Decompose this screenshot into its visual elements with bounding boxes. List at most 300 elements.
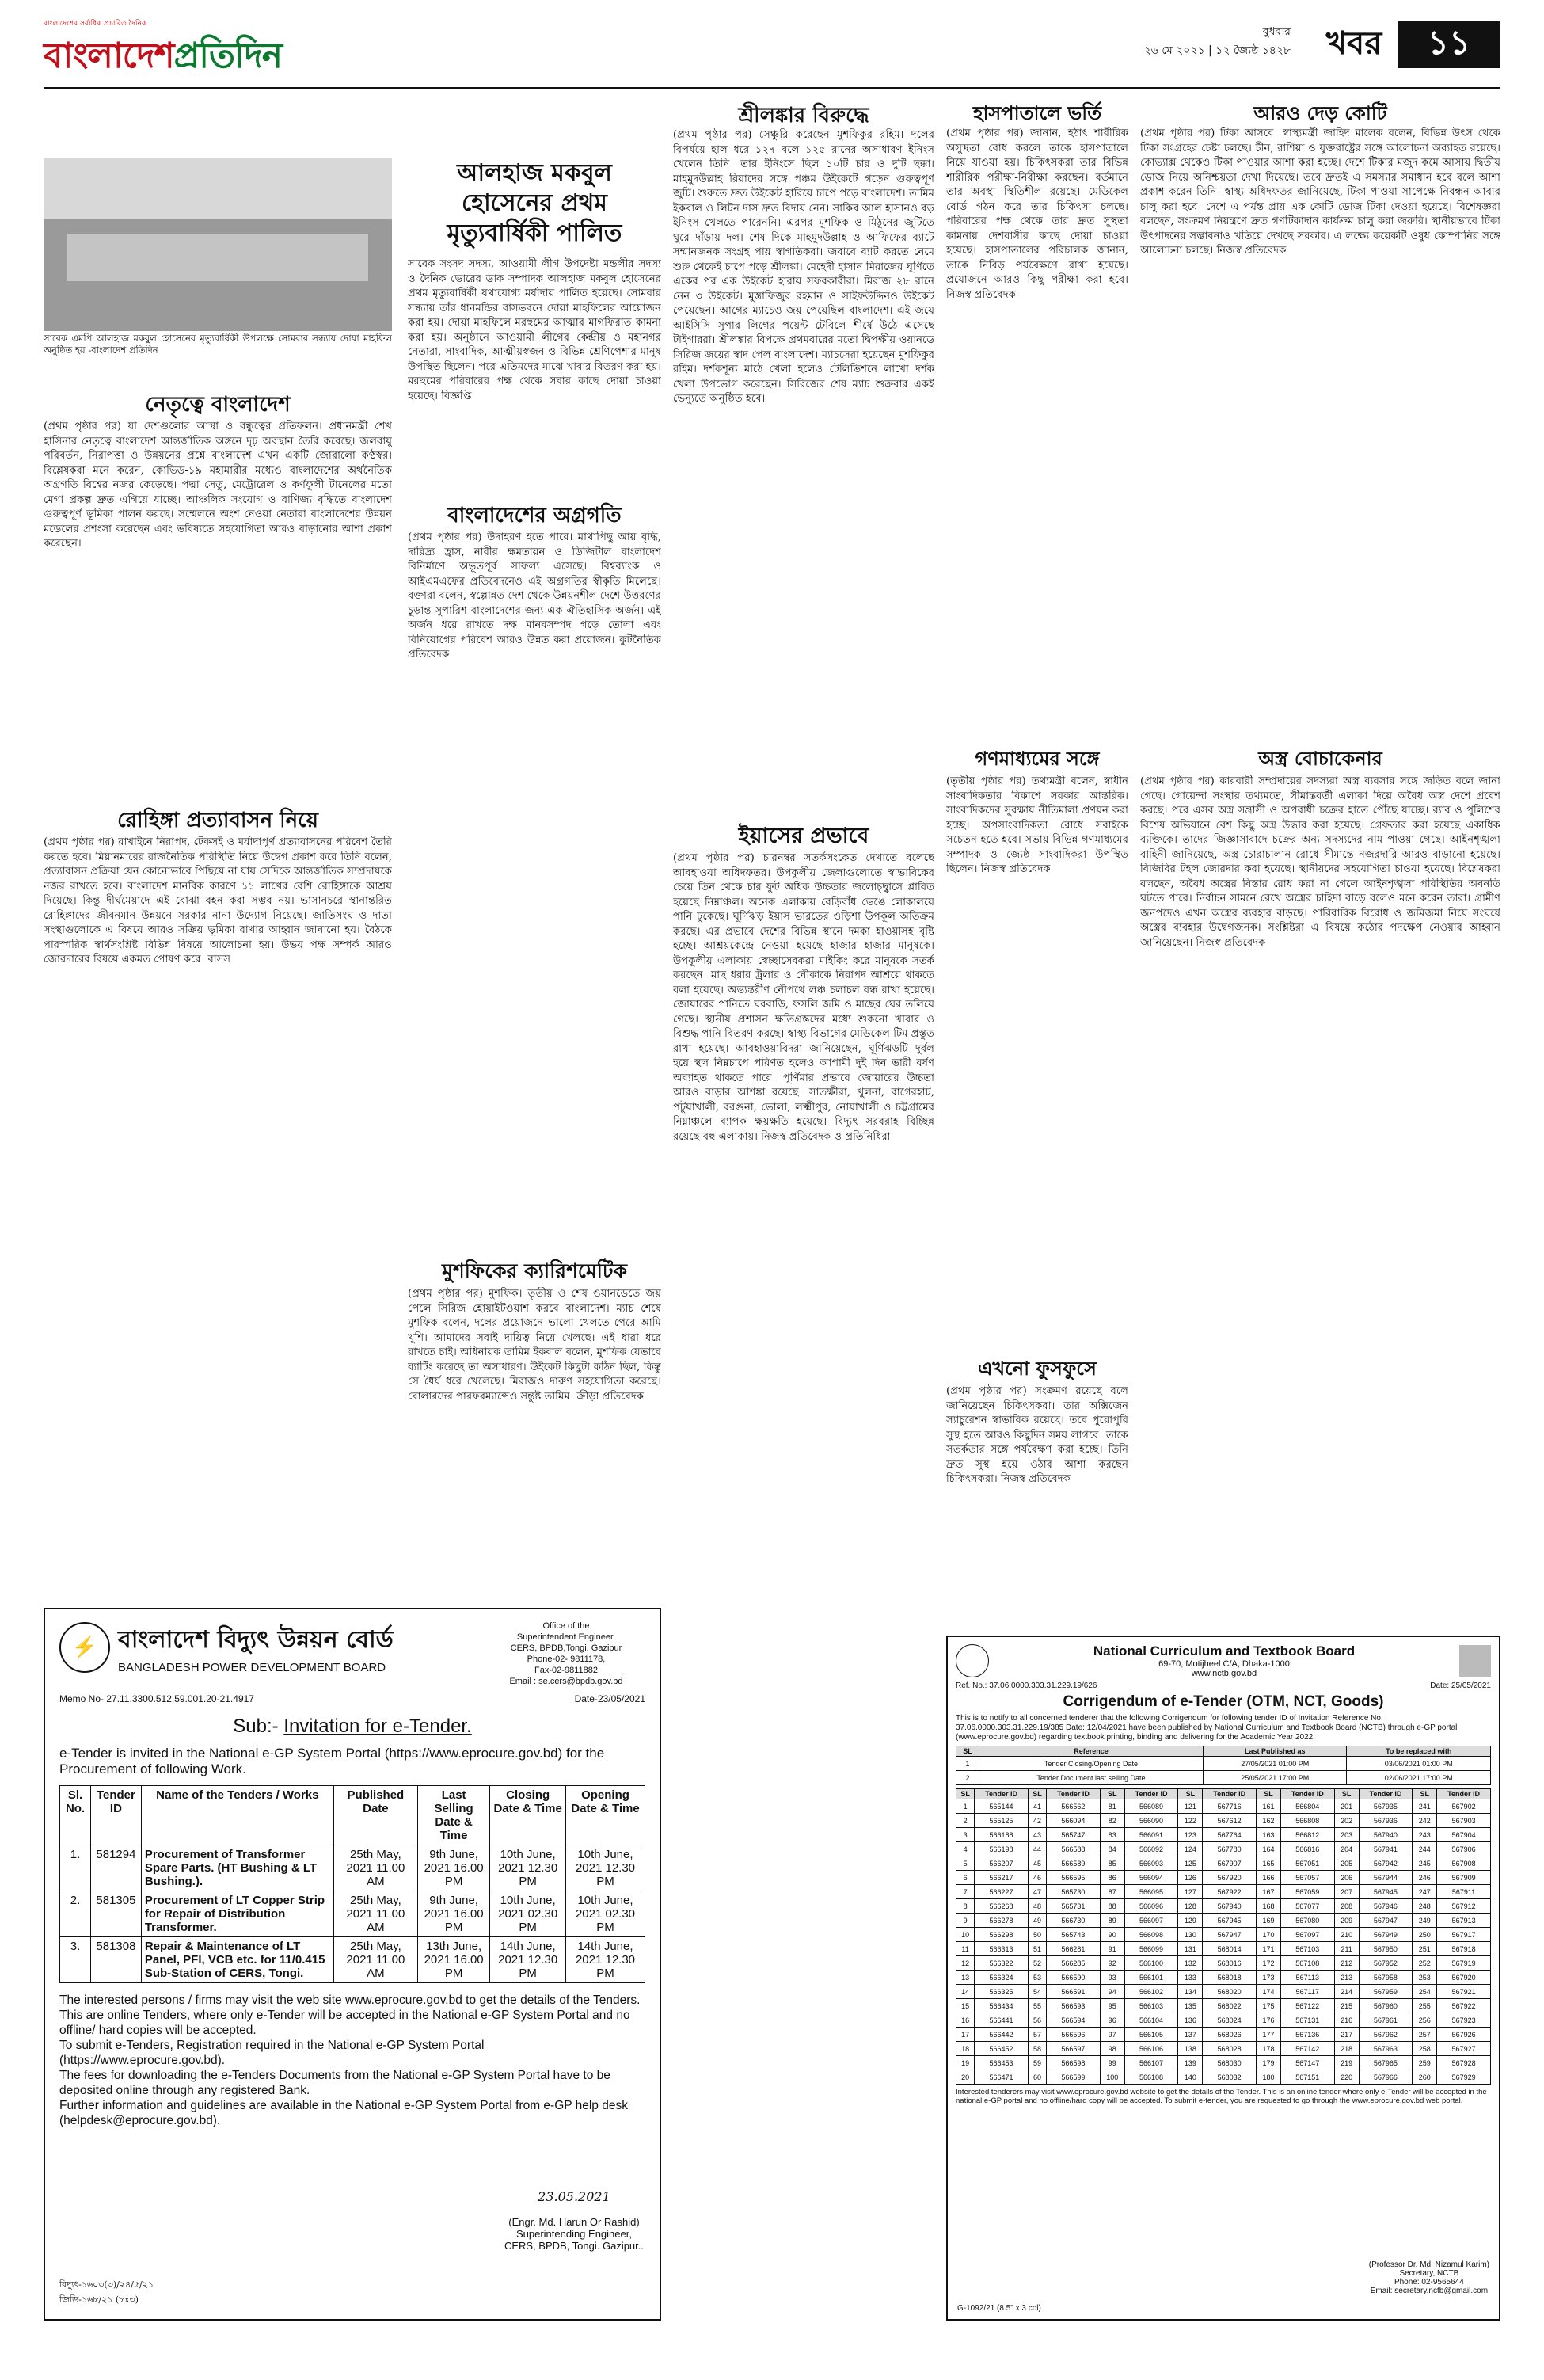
table-cell: 127 <box>1178 1885 1203 1899</box>
table-cell: 136 <box>1178 2013 1203 2028</box>
bpdb-note: The interested persons / firms may visit the web site www.eprocure.gov.bd to get the details of the Tenders. <box>59 1993 641 2007</box>
dateline-date: ২৬ মে ২০২১ | ১২ জ্যৈষ্ঠ ১৪২৮ <box>1143 44 1291 57</box>
table-cell: 566095 <box>1124 1885 1178 1899</box>
table-cell: 58 <box>1028 2042 1046 2056</box>
table-cell: 52 <box>1028 1956 1046 1971</box>
leadership-body: (প্রথম পৃষ্ঠার পর) যা দেশগুলোর আস্থা ও বন্ধুত্বের প্রতিফলন। প্রধানমন্ত্রী শেখ হাসিনার নেতৃত্বে বাংলাদেশ আন্তর্জাতিক অঙ্গনে দৃঢ় অবস্থান তৈরি করেছে। জলবায়ু পরিবর্তন, নিরাপত্তা ও উন্নয়নের প্রশ্নে বাংলাদেশ এখন একটি জোরালো কণ্ঠস্বর। বিশ্লেষকরা মনে করেন, কোভিড-১৯ মহামারীর মধ্যেও বাংলাদেশের অর্থনৈতিক অগ্রগতি বিশ্বের নজর কেড়েছে। পদ্মা সেতু, মেট্রোরেল ও কর্ণফুলী টানেলের মতো মেগা প্রকল্প দ্রুত এগিয়ে যাচ্ছে। আঞ্চলিক সংযোগ ও বাণিজ্য বৃদ্ধিতে বাংলাদেশ গুরুত্বপূর্ণ ভূমিকা পালন করছে। সম্মেলনে অংশ নেওয়া নেতারা বাংলাদেশের উন্নয়ন মডেলের প্রশংসা করেছেন এবং ভবিষ্যতে সহযোগিতা আরও বাড়ানোর আশা প্রকাশ করেছেন। <box>44 421 392 550</box>
table-cell: 567113 <box>1280 1971 1334 1985</box>
table-cell: 246 <box>1413 1871 1437 1885</box>
table-cell: 175 <box>1257 1999 1281 2013</box>
table-row <box>956 1899 1491 1914</box>
table-cell: 172 <box>1257 1956 1281 1971</box>
table-row <box>956 1856 1491 1871</box>
table-row <box>956 1956 1491 1971</box>
table-cell: 566812 <box>1280 1828 1334 1842</box>
table-cell: 567142 <box>1280 2042 1334 2056</box>
table-cell: 566598 <box>1047 2056 1101 2070</box>
table-cell: 566097 <box>1124 1914 1178 1928</box>
table-cell: 90 <box>1100 1928 1124 1942</box>
table-row <box>956 1814 1491 1828</box>
table-cell: 567108 <box>1280 1956 1334 1971</box>
table-cell: 567921 <box>1437 1985 1491 1999</box>
table-cell: 567908 <box>1437 1856 1491 1871</box>
hospital-headline: হাসপাতালে ভর্তি <box>972 102 1102 124</box>
nctb-grid-header: Tender ID <box>975 1789 1029 1799</box>
table-cell: 178 <box>1257 2042 1281 2056</box>
table-cell: 567935 <box>1359 1799 1413 1814</box>
table-cell: 566105 <box>1124 2028 1178 2042</box>
nctb-grid-header: Tender ID <box>1203 1789 1257 1799</box>
crore-headline: আরও দেড় কোটি <box>1253 102 1387 124</box>
masthead-tagline: বাংলাদেশের সর্বাধিক প্রচারিত দৈনিক <box>44 20 147 28</box>
crore-body: (প্রথম পৃষ্ঠার পর) টিকা আসবে। স্বাস্থ্যমন্ত্রী জাহিদ মালেক বলেন, বিভিন্ন উৎস থেকে টিকা সংগ্রহের চেষ্টা চলছে। চীন, রাশিয়া ও যুক্তরাষ্ট্রের সঙ্গে আলোচনা অব্যাহত রয়েছে। কোভ্যাক্স থেকেও টিকা পাওয়ার আশা করা হচ্ছে। দেশে টিকার মজুদ কমে আসায় দ্বিতীয় ডোজ নিয়ে অনিশ্চয়তা দেখা দিয়েছে। তবে দ্রুতই এ সমস্যার সমাধান হবে বলে আশা প্রকাশ করেন তিনি। স্বাস্থ্য অধিদফতর জানিয়েছে, টিকা পাওয়া সাপেক্ষে নিবন্ধন আবার চালু করা হবে। দেশে এ পর্যন্ত প্রায় এক কোটি ডোজ টিকা দেওয়া হয়েছে। বিশেষজ্ঞরা বলছেন, সংক্রমণ নিয়ন্ত্রণে দ্রুত গণটিকাদান কার্যক্রম চালু করা জরুরি। স্থানীয়ভাবে টিকা উৎপাদনের সম্ভাবনাও খতিয়ে দেখছে সরকার। এ লক্ষ্যে কয়েকটি ওষুধ কোম্পানির সঙ্গে আলোচনা চলছে। নিজস্ব প্রতিবেদক <box>1140 128 1500 257</box>
table-cell: 567962 <box>1359 2028 1413 2042</box>
table-cell: Repair & Maintenance of LT Panel, PFI, VCB etc. for 11/0.415 Sub-Station of CERS, Tongi. <box>141 1937 333 1983</box>
table-cell: 566106 <box>1124 2042 1178 2056</box>
table-cell: 10th June, 2021 12.30 PM <box>565 1845 645 1891</box>
table-cell: 566452 <box>975 2042 1029 2056</box>
table-cell: 243 <box>1413 1828 1437 1842</box>
table-cell: 121 <box>1178 1799 1203 1814</box>
table-cell: 206 <box>1334 1871 1359 1885</box>
table-cell: 567131 <box>1280 2013 1334 2028</box>
table-cell: 566101 <box>1124 1971 1178 1985</box>
table-cell: 174 <box>1257 1985 1281 1999</box>
table-cell: 49 <box>1028 1914 1046 1928</box>
table-cell: 163 <box>1257 1828 1281 1842</box>
table-cell: 567918 <box>1437 1942 1491 1956</box>
table-cell: 212 <box>1334 1956 1359 1971</box>
table-cell: 581308 <box>91 1937 142 1983</box>
table-cell: 124 <box>1178 1842 1203 1856</box>
nctb-grid-header: SL <box>1334 1789 1359 1799</box>
table-cell: 53 <box>1028 1971 1046 1985</box>
bpdb-table-header: Tender ID <box>91 1786 142 1845</box>
table-cell: 128 <box>1178 1899 1203 1914</box>
table-cell: 567917 <box>1437 1928 1491 1942</box>
table-cell: 94 <box>1100 1985 1124 1999</box>
table-cell: 567965 <box>1359 2056 1413 2070</box>
table-cell: 567947 <box>1359 1914 1413 1928</box>
table-cell: 567928 <box>1437 2056 1491 2070</box>
table-cell: 55 <box>1028 1999 1046 2013</box>
nctb-signer: (Professor Dr. Md. Nizamul Karim) Secretary, NCTB Phone: 02-9565644 Email: secretary.nctb@gmail.com <box>1368 2260 1489 2295</box>
news-photo <box>44 158 392 331</box>
table-cell: 567945 <box>1203 1914 1257 1928</box>
masthead-rule <box>44 87 1500 89</box>
table-cell: 566093 <box>1124 1856 1178 1871</box>
table-cell: 4 <box>956 1842 975 1856</box>
table-cell: 567960 <box>1359 1999 1413 2013</box>
table-cell: 10th June, 2021 02.30 PM <box>490 1891 566 1937</box>
table-cell: 42 <box>1028 1814 1046 1828</box>
table-cell: 165 <box>1257 1856 1281 1871</box>
nctb-ref-header: SL <box>956 1746 979 1757</box>
table-cell: 258 <box>1413 2042 1437 2056</box>
table-cell: 248 <box>1413 1899 1437 1914</box>
table-cell: 201 <box>1334 1799 1359 1814</box>
table-row <box>956 1871 1491 1885</box>
nctb-grid-header: Tender ID <box>1359 1789 1413 1799</box>
table-cell: 566298 <box>975 1928 1029 1942</box>
table-row <box>956 2013 1491 2028</box>
table-cell: 180 <box>1257 2070 1281 2085</box>
table-cell: 568018 <box>1203 1971 1257 1985</box>
table-cell: 565747 <box>1047 1828 1101 1842</box>
table-cell: 566100 <box>1124 1956 1178 1971</box>
table-cell: 91 <box>1100 1942 1124 1956</box>
bpdb-signature: 23.05.2021 <box>538 2189 610 2204</box>
table-cell: 126 <box>1178 1871 1203 1885</box>
table-cell: 568026 <box>1203 2028 1257 2042</box>
table-cell: 215 <box>1334 1999 1359 2013</box>
bpdb-note: To submit e-Tenders, Registration required in the National e-GP System Portal (https://www.eprocure.gov.bd). <box>59 2039 485 2067</box>
table-cell: 567922 <box>1203 1885 1257 1899</box>
table-cell: 213 <box>1334 1971 1359 1985</box>
table-cell: 567909 <box>1437 1871 1491 1885</box>
table-cell: 566324 <box>975 1971 1029 1985</box>
nctb-grid-header: SL <box>1413 1789 1437 1799</box>
yaas-headline: ইয়াসের প্রভাবে <box>738 824 869 848</box>
table-cell: 20 <box>956 2070 975 2085</box>
bpdb-table-header: Last Selling Date & Time <box>417 1786 489 1845</box>
table-cell: 9th June, 2021 16.00 PM <box>417 1845 489 1891</box>
table-row <box>956 1942 1491 1956</box>
table-row <box>956 1771 1491 1785</box>
table-cell: 25th May, 2021 11.00 AM <box>333 1845 417 1891</box>
nctb-ref-header: Reference <box>979 1746 1203 1757</box>
table-cell: 14 <box>956 1985 975 1999</box>
nctb-grid-header: Tender ID <box>1047 1789 1101 1799</box>
table-cell: 170 <box>1257 1928 1281 1942</box>
table-cell: 567922 <box>1437 1999 1491 2013</box>
bpdb-note: Further information and guidelines are available in the National e-GP System Portal from e-GP help desk (helpdesk@eprocure.gov.bd). <box>59 2099 628 2127</box>
portrait-image <box>1459 1645 1491 1677</box>
table-cell: 122 <box>1178 1814 1203 1828</box>
table-row <box>956 1885 1491 1899</box>
table-cell: 566107 <box>1124 2056 1178 2070</box>
table-row <box>956 1828 1491 1842</box>
table-cell: 567077 <box>1280 1899 1334 1914</box>
table-cell: 567911 <box>1437 1885 1491 1899</box>
nctb-grid-header: SL <box>1028 1789 1046 1799</box>
table-cell: 9 <box>956 1914 975 1928</box>
table-cell: 567780 <box>1203 1842 1257 1856</box>
table-cell: 17 <box>956 2028 975 2042</box>
table-cell: 566281 <box>1047 1942 1101 1956</box>
hospital-body: (প্রথম পৃষ্ঠার পর) জানান, হঠাৎ শারীরিক অসুস্থতা বোধ করলে তাকে হাসপাতালে নিয়ে যাওয়া হয়। চিকিৎসকরা তার বিভিন্ন শারীরিক পরীক্ষা-নিরীক্ষা করছেন। বর্তমানে তার অবস্থা স্থিতিশীল রয়েছে। মেডিকেল বোর্ড গঠন করে তার চিকিৎসা চলছে। পরিবারের পক্ষ থেকে তার দ্রুত সুস্থতা কামনায় দেশবাসীর কাছে দোয়া চাওয়া হয়েছে। হাসপাতালের পরিচালক জানান, তাকে নিবিড় পর্যবেক্ষণে রাখা হয়েছে। প্রয়োজনে আরও কিছু পরীক্ষা করা হবে। নিজস্ব প্রতিবেদক <box>946 128 1128 301</box>
table-cell: 566590 <box>1047 1971 1101 1985</box>
table-row <box>60 1937 645 1983</box>
table-cell: 566096 <box>1124 1899 1178 1914</box>
table-cell: 566099 <box>1124 1942 1178 1956</box>
table-cell: 125 <box>1178 1856 1203 1871</box>
charismatic-body: (প্রথম পৃষ্ঠার পর) মুশফিক। তৃতীয় ও শেষ ওয়ানডেতে জয় পেলে সিরিজ হোয়াইটওয়াশ করবে বাংলাদেশ। ম্যাচ শেষে মুশফিক বলেন, দলের প্রয়োজনে ভালো খেলতে পেরে আমি খুশি। আমাদের সবাই দায়িত্ব নিয়ে খেলছে। এই ধারা ধরে রাখতে চাই। অধিনায়ক তামিম ইকবাল বলেন, মুশফিক যেভাবে ব্যাটিং করেছে তা অসাধারণ। উইকেট কিছুটা কঠিন ছিল, কিন্তু সে ধৈর্য ধরে খেলেছে। মিরাজও দারুণ সহযোগিতা করেছে। বোলারদের পারফরম্যান্সেও সন্তুষ্ট তামিম। ক্রীড়া প্রতিবেদক <box>408 1288 661 1403</box>
table-cell: 567080 <box>1280 1914 1334 1928</box>
table-cell: 566589 <box>1047 1856 1101 1871</box>
table-cell: 566090 <box>1124 1814 1178 1828</box>
photo-caption: সাবেক এমপি আলহাজ মকবুল হোসেনের মৃত্যুবার্ষিকী উপলক্ষে সোমবার সন্ধ্যায় দোয়া মাহফিল অনুষ্ঠিত হয় -বাংলাদেশ প্রতিদিন <box>44 333 392 356</box>
nctb-grid-header: Tender ID <box>1280 1789 1334 1799</box>
table-cell: 27/05/2021 01:00 PM <box>1204 1757 1347 1771</box>
table-row <box>956 1842 1491 1856</box>
bpdb-notes <box>59 1993 645 2128</box>
table-cell: 567927 <box>1437 2042 1491 2056</box>
table-cell: 567912 <box>1437 1899 1491 1914</box>
nctb-footer: G-1092/21 (8.5" x 3 col) <box>957 2304 1041 2313</box>
mokbul-headline: আলহাজ মকবুল হোসেনের প্রথম মৃত্যুবার্ষিকী পালিত <box>447 159 622 247</box>
nctb-footnote: Interested tenderers may visit www.eprocure.gov.bd website to get the details of the Tender. This is an online tender where only e-Tender will be accepted in the national e-GP portal and no offline/hard copy will be accepted. To submit e-tender, you are requested to go through the www.eprocure.gov.bd web portal. <box>956 2088 1487 2105</box>
table-cell: 568024 <box>1203 2013 1257 2028</box>
table-cell: 565144 <box>975 1799 1029 1814</box>
rohingya-headline: রোহিঙ্গা প্রত্যাবাসন নিয়ে <box>117 809 318 832</box>
table-cell: 88 <box>1100 1899 1124 1914</box>
table-cell: 169 <box>1257 1914 1281 1928</box>
table-cell: 211 <box>1334 1942 1359 1956</box>
table-cell: 566091 <box>1124 1828 1178 1842</box>
table-cell: 203 <box>1334 1828 1359 1842</box>
table-cell: 566442 <box>975 2028 1029 2042</box>
table-cell: 567936 <box>1359 1814 1413 1828</box>
table-cell: 566562 <box>1047 1799 1101 1814</box>
table-cell: Procurement of LT Copper Strip for Repair of Distribution Transformer. <box>141 1891 333 1937</box>
table-cell: 176 <box>1257 2013 1281 2028</box>
table-cell: 567117 <box>1280 1985 1334 1999</box>
rohingya-body: (প্রথম পৃষ্ঠার পর) রাখাইনে নিরাপদ, টেকসই ও মর্যাদাপূর্ণ প্রত্যাবাসনের পরিবেশ তৈরি করতে হবে। মিয়ানমারের রাজনৈতিক পরিস্থিতি নিয়ে উদ্বেগ প্রকাশ করে তিনি বলেন, প্রত্যাবাসন প্রক্রিয়া যেন কোনোভাবে পিছিয়ে না যায় সেদিকে আন্তর্জাতিক সম্প্রদায়কে নজর রাখতে হবে। বাংলাদেশ মানবিক কারণে ১১ লাখের বেশি রোহিঙ্গাকে আশ্রয় দিয়েছে। কিন্তু দীর্ঘমেয়াদে এই বোঝা বহন করা সম্ভব নয়। ভাসানচরে স্থানান্তরিত রোহিঙ্গাদের জীবনমান উন্নয়নে সরকার নানা উদ্যোগ নিয়েছে। জাতিসংঘ ও দাতা সংস্থাগুলোকে এ বিষয়ে আরও সক্রিয় ভূমিকা রাখার আহ্বান জানানো হয়। বৈঠকে পারস্পরিক স্বার্থসংশ্লিষ্ট বিভিন্ন বিষয়ে আলোচনা হয়। উভয় পক্ষ সম্পর্ক আরও জোরদারের বিষয়ে একমত পোষণ করে। বাসস <box>44 836 392 965</box>
table-cell: 566596 <box>1047 2028 1101 2042</box>
table-cell: 43 <box>1028 1828 1046 1842</box>
table-cell: 13th June, 2021 16.00 PM <box>417 1937 489 1983</box>
nctb-web: www.nctb.gov.bd <box>1191 1669 1257 1678</box>
table-cell: 218 <box>1334 2042 1359 2056</box>
table-cell: 2 <box>956 1814 975 1828</box>
table-cell: 93 <box>1100 1971 1124 1985</box>
nctb-ref-header: To be replaced with <box>1347 1746 1491 1757</box>
table-cell: 140 <box>1178 2070 1203 2085</box>
table-cell: 566094 <box>1047 1814 1101 1828</box>
table-cell: 5 <box>956 1856 975 1871</box>
media-body: (তৃতীয় পৃষ্ঠার পর) তথ্যমন্ত্রী বলেন, স্বাধীন সাংবাদিকতার বিকাশে সরকার আন্তরিক। সাংবাদিকদের সুরক্ষায় নীতিমালা প্রণয়ন করা হচ্ছে। অপসাংবাদিকতা রোধে সবাইকে সচেতন হতে হবে। সভায় বিভিন্ন গণমাধ্যমের সম্পাদক ও জ্যেষ্ঠ সাংবাদিকরা উপস্থিত ছিলেন। নিজস্ব প্রতিবেদক <box>946 775 1128 875</box>
table-cell: 566089 <box>1124 1799 1178 1814</box>
table-cell: 567051 <box>1280 1856 1334 1871</box>
table-cell: 565731 <box>1047 1899 1101 1914</box>
nctb-date: Date: 25/05/2021 <box>1430 1681 1491 1690</box>
nctb-heading: Corrigendum of e-Tender (OTM, NCT, Goods) <box>1063 1693 1384 1710</box>
table-cell: 567926 <box>1437 2028 1491 2042</box>
table-cell: 177 <box>1257 2028 1281 2042</box>
table-cell: 567949 <box>1359 1928 1413 1942</box>
arms-body: (প্রথম পৃষ্ঠার পর) কারবারী সম্প্রদায়ের সদস্যরা অস্ত্র ব্যবসার সঙ্গে জড়িত বলে জানা গেছে। গোয়েন্দা সংস্থার তথ্যমতে, সীমান্তবর্তী এলাকা দিয়ে অবৈধ অস্ত্র দেশে প্রবেশ করছে। পরে এসব অস্ত্র সন্ত্রাসী ও অপরাধী চক্রের হাতে পৌঁছে যাচ্ছে। র‍্যাব ও পুলিশের বিশেষ অভিযানে বেশ কিছু অস্ত্র উদ্ধার করা হয়েছে। গ্রেফতার করা হয়েছে একাধিক ব্যক্তিকে। তাদের জিজ্ঞাসাবাদে চক্রের অন্য সদস্যদের নাম পাওয়া গেছে। আইনশৃঙ্খলা বাহিনী জানিয়েছে, অস্ত্র চোরাচালান রোধে সীমান্তে নজরদারি আরও বাড়ানো হয়েছে। বিজিবির টহল জোরদার করা হয়েছে। স্থানীয়দের সহযোগিতা চাওয়া হয়েছে। বিশ্লেষকরা বলছেন, অবৈধ অস্ত্রের বিস্তার রোধ করা না গেলে আইনশৃঙ্খলা পরিস্থিতির অবনতি ঘটতে পারে। নির্বাচন সামনে রেখে অস্ত্রের চাহিদা বাড়ে বলেও মনে করেন তারা। গ্রামীণ জনপদেও এখন অস্ত্রের ব্যবহার বাড়ছে। পারিবারিক বিরোধ ও জমিজমা নিয়ে সংঘর্ষে অস্ত্রের ব্যবহার উদ্বেগজনক। সংশ্লিষ্টরা এ বিষয়ে কঠোর পদক্ষেপ নেওয়ার আহ্বান জানিয়েছেন। নিজস্ব প্রতিবেদক <box>1140 775 1500 949</box>
table-cell: 60 <box>1028 2070 1046 2085</box>
table-cell: 566227 <box>975 1885 1029 1899</box>
table-cell: 567923 <box>1437 2013 1491 2028</box>
table-cell: 18 <box>956 2042 975 2056</box>
table-cell: 567907 <box>1203 1856 1257 1871</box>
table-cell: 99 <box>1100 2056 1124 2070</box>
table-cell: 566108 <box>1124 2070 1178 2085</box>
table-row <box>956 1914 1491 1928</box>
table-cell: 171 <box>1257 1942 1281 1956</box>
table-cell: 51 <box>1028 1942 1046 1956</box>
table-cell: 566325 <box>975 1985 1029 1999</box>
table-cell: 567944 <box>1359 1871 1413 1885</box>
table-cell: 566207 <box>975 1856 1029 1871</box>
masthead-logo <box>44 17 360 87</box>
table-row <box>956 2042 1491 2056</box>
table-cell: 135 <box>1178 1999 1203 2013</box>
arms-headline: অস্ত্র বোচাকেনার <box>1258 748 1382 770</box>
table-cell: 245 <box>1413 1856 1437 1871</box>
table-row <box>956 2056 1491 2070</box>
table-cell: 03/06/2021 01:00 PM <box>1347 1757 1491 1771</box>
table-cell: 567097 <box>1280 1928 1334 1942</box>
table-cell: 255 <box>1413 1999 1437 2013</box>
table-cell: 567716 <box>1203 1799 1257 1814</box>
table-cell: 257 <box>1413 2028 1437 2042</box>
table-cell: 566471 <box>975 2070 1029 2085</box>
table-cell: 567945 <box>1359 1885 1413 1899</box>
table-cell: 10 <box>956 1928 975 1942</box>
table-cell: 44 <box>1028 1842 1046 1856</box>
table-cell: 132 <box>1178 1956 1203 1971</box>
page-number: ১১ <box>1398 21 1500 68</box>
table-cell: 219 <box>1334 2056 1359 2070</box>
table-cell: 567764 <box>1203 1828 1257 1842</box>
table-cell: 14th June, 2021 12.30 PM <box>490 1937 566 1983</box>
bpdb-subject <box>59 1716 645 1738</box>
table-cell: 244 <box>1413 1842 1437 1856</box>
table-cell: 7 <box>956 1885 975 1899</box>
table-cell: 41 <box>1028 1799 1046 1814</box>
bpdb-office: Office of the Superintendent Engineer. CERS, BPDB,Tongi. Gazipur Phone-02- 9811178, Fax-02-9811882 Email : se.cers@bpdb.gov.bd <box>509 1621 623 1686</box>
table-row <box>956 1757 1491 1771</box>
table-cell: 566804 <box>1280 1799 1334 1814</box>
dateline-day: বুধবার <box>1262 25 1291 38</box>
table-cell: 567920 <box>1437 1971 1491 1985</box>
table-cell: 566597 <box>1047 2042 1101 2056</box>
table-cell: 567942 <box>1359 1856 1413 1871</box>
table-cell: 566599 <box>1047 2070 1101 2085</box>
table-cell: 85 <box>1100 1856 1124 1871</box>
table-cell: 566434 <box>975 1999 1029 2013</box>
table-cell: 205 <box>1334 1856 1359 1871</box>
table-cell: 565125 <box>975 1814 1029 1828</box>
nctb-logo-icon <box>956 1644 989 1677</box>
table-cell: 179 <box>1257 2056 1281 2070</box>
nctb-grid-header: SL <box>956 1789 975 1799</box>
table-cell: 568014 <box>1203 1942 1257 1956</box>
table-row <box>60 1845 645 1891</box>
progress-headline: বাংলাদেশের অগ্রগতি <box>447 504 622 527</box>
table-cell: 567959 <box>1359 1985 1413 1999</box>
bpdb-subject-prefix: Sub:- <box>233 1716 284 1737</box>
table-cell: 568032 <box>1203 2070 1257 2085</box>
table-cell: 566313 <box>975 1942 1029 1956</box>
table-cell: 568016 <box>1203 1956 1257 1971</box>
bpdb-org-en: BANGLADESH POWER DEVELOPMENT BOARD <box>118 1661 386 1674</box>
table-cell: 12 <box>956 1956 975 1971</box>
table-cell: 59 <box>1028 2056 1046 2070</box>
bpdb-footer: বিদ্যুৎ-১৬০৩(৩)/২৪/৫/২১ জিডি-১৬৮/২১ (৮x৩) <box>59 2279 154 2305</box>
srilanka-body: (প্রথম পৃষ্ঠার পর) সেঞ্চুরি করেছেন মুশফিকুর রহিম। দলের বিপর্যয়ে হাল ধরে ১২৭ বলে ১২৫ রানের অসাধারণ ইনিংস খেলেন তিনি। তার ইনিংসে ছিল ১০টি চার ও দুটি ছক্কা। মাহমুদউল্লাহ রিয়াদের সঙ্গে পঞ্চম উইকেটে গড়েন গুরুত্বপূর্ণ জুটি। শুরুতে দ্রুত উইকেট হারিয়ে চাপে পড়ে বাংলাদেশ। তামিম ইকবাল ও লিটন দাস দ্রুত বিদায় নেন। সাকিব আল হাসানও বড় ইনিংস খেলতে পারেননি। এরপর মুশফিক ও মিঠুনের জুটিতে ঘুরে দাঁড়ায় দল। শেষ দিকে মাহমুদউল্লাহ ও আফিফের ব্যাটে সম্মানজনক সংগ্রহ পায় স্বাগতিকরা। জবাবে ব্যাট করতে নেমে শুরু থেকেই চাপে পড়ে শ্রীলঙ্কা। মেহেদী হাসান মিরাজের ঘূর্ণিতে একের পর এক উইকেট হারায় সফরকারীরা। মিরাজ ২৮ রানে নেন ৩ উইকেট। মুস্তাফিজুর রহমান ও সাইফউদ্দিনও উইকেট পেয়েছেন। আগের ম্যাচেও জয় পেয়েছিল বাংলাদেশ। এই জয়ে আইসিসি সুপার লিগের পয়েন্ট টেবিলে শীর্ষে উঠে এসেছে টাইগাররা। শ্রীলঙ্কার বিপক্ষে প্রথমবারের মতো দ্বিপক্ষীয় ওয়ানডে সিরিজ জয়ের স্বাদ পেল বাংলাদেশ। ম্যাচসেরা হয়েছেন মুশফিকুর রহিম। দর্শকশূন্য মাঠে খেলা হলেও টেলিভিশনে লাখো দর্শক খেলা উপভোগ করেছেন। সিরিজের শেষ ম্যাচ শুক্রবার একই ভেন্যুতে অনুষ্ঠিত হবে। <box>673 129 934 405</box>
table-cell: 14th June, 2021 12.30 PM <box>565 1937 645 1983</box>
table-cell: 123 <box>1178 1828 1203 1842</box>
table-cell: 209 <box>1334 1914 1359 1928</box>
table-cell: 253 <box>1413 1971 1437 1985</box>
bpdb-intro: e-Tender is invited in the National e-GP System Portal (https://www.eprocure.gov.bd) for the Procurement of following Work. <box>59 1746 605 1776</box>
table-cell: 19 <box>956 2056 975 2070</box>
table-cell: 260 <box>1413 2070 1437 2085</box>
nctb-tender-grid <box>956 1788 1491 2085</box>
table-cell: 16 <box>956 2013 975 2028</box>
table-cell: 567966 <box>1359 2070 1413 2085</box>
bpdb-table-header: Published Date <box>333 1786 417 1845</box>
bpdb-tender-ad <box>44 1608 661 2321</box>
table-cell: 2. <box>60 1891 91 1937</box>
table-cell: 566593 <box>1047 1999 1101 2013</box>
table-cell: 25/05/2021 17:00 PM <box>1204 1771 1347 1785</box>
nctb-grid-header: SL <box>1178 1789 1203 1799</box>
table-row <box>956 1799 1491 1814</box>
nctb-grid-header: SL <box>1257 1789 1281 1799</box>
table-cell: 162 <box>1257 1814 1281 1828</box>
table-cell: 92 <box>1100 1956 1124 1971</box>
nctb-grid-header: Tender ID <box>1124 1789 1178 1799</box>
nctb-reference-table <box>956 1746 1491 1785</box>
bpdb-subject-text: Invitation for e-Tender. <box>283 1716 472 1737</box>
table-cell: 565730 <box>1047 1885 1101 1899</box>
bpdb-tender-table <box>59 1785 645 1983</box>
table-cell: 134 <box>1178 1985 1203 1999</box>
table-cell: 202 <box>1334 1814 1359 1828</box>
lungs-headline: এখনো ফুসফুসে <box>978 1358 1097 1380</box>
table-cell: 166 <box>1257 1871 1281 1885</box>
table-cell: 566322 <box>975 1956 1029 1971</box>
table-cell: 566594 <box>1047 2013 1101 2028</box>
table-cell: 216 <box>1334 2013 1359 2028</box>
table-cell: 566092 <box>1124 1842 1178 1856</box>
table-cell: 566102 <box>1124 1985 1178 1999</box>
table-cell: 567147 <box>1280 2056 1334 2070</box>
table-cell: 581294 <box>91 1845 142 1891</box>
table-cell: 568028 <box>1203 2042 1257 2056</box>
table-cell: 45 <box>1028 1856 1046 1871</box>
table-cell: 567906 <box>1437 1842 1491 1856</box>
table-cell: 3. <box>60 1937 91 1983</box>
table-cell: 86 <box>1100 1871 1124 1885</box>
table-cell: 567904 <box>1437 1828 1491 1842</box>
table-cell: 567947 <box>1203 1928 1257 1942</box>
table-cell: 13 <box>956 1971 975 1985</box>
table-cell: 566094 <box>1124 1871 1178 1885</box>
bpdb-date: Date-23/05/2021 <box>574 1693 645 1704</box>
table-cell: 89 <box>1100 1914 1124 1928</box>
table-cell: 250 <box>1413 1928 1437 1942</box>
nctb-corrigendum-ad <box>946 1636 1500 2321</box>
bpdb-table-header: Opening Date & Time <box>565 1786 645 1845</box>
table-cell: 568020 <box>1203 1985 1257 1999</box>
table-cell: 568030 <box>1203 2056 1257 2070</box>
table-cell: 251 <box>1413 1942 1437 1956</box>
table-cell: 566816 <box>1280 1842 1334 1856</box>
bpdb-signer-text: (Engr. Md. Harun Or Rashid) Superintending Engineer, CERS, BPDB, Tongi. Gazipur.. <box>504 2216 644 2252</box>
table-cell: 139 <box>1178 2056 1203 2070</box>
table-cell: 567952 <box>1359 1956 1413 1971</box>
table-cell: 581305 <box>91 1891 142 1937</box>
table-cell: 566441 <box>975 2013 1029 2028</box>
table-cell: 566595 <box>1047 1871 1101 1885</box>
table-cell: 567946 <box>1359 1899 1413 1914</box>
